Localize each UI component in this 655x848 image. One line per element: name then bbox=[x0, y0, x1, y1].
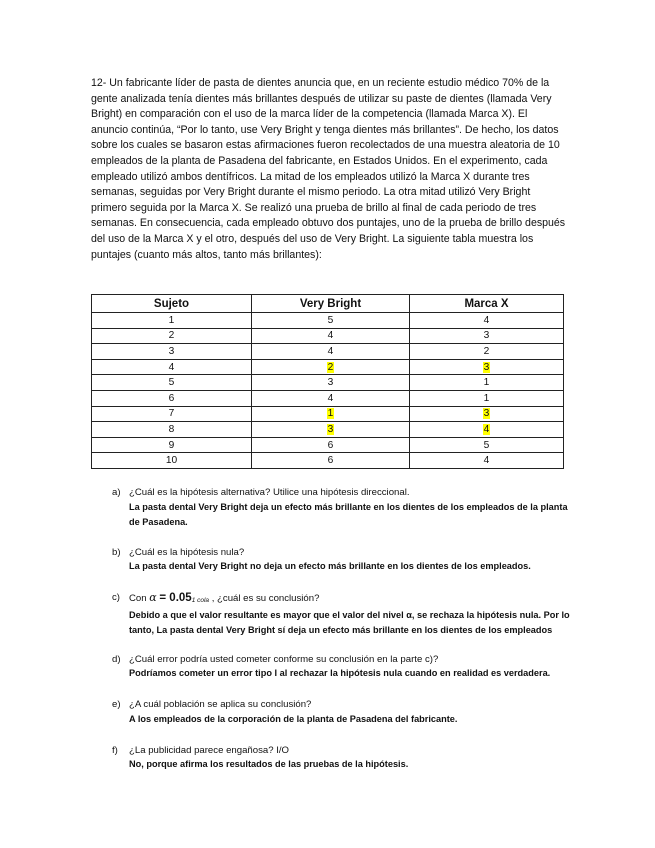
cell-marca-x bbox=[410, 406, 564, 422]
cell-very-bright-value: 3 bbox=[327, 377, 334, 389]
scores-table bbox=[91, 294, 564, 469]
cell-subject bbox=[92, 375, 252, 391]
cell-marca-x-value: 4 bbox=[483, 455, 490, 467]
cell-marca-x-value: 4 bbox=[483, 423, 490, 435]
answer-text: No, porque afirma los resultados de las pruebas de la hipótesis. bbox=[129, 759, 409, 769]
cell-marca-x bbox=[410, 422, 564, 438]
answer-text: A los empleados de la corporación de la planta de Pasadena del fabricante. bbox=[129, 713, 458, 724]
table-row bbox=[92, 422, 564, 438]
question-a bbox=[112, 486, 572, 530]
cell-subject bbox=[92, 437, 252, 453]
cell-subject bbox=[92, 453, 252, 469]
cell-subject-value: 2 bbox=[168, 330, 175, 342]
cell-marca-x-value: 5 bbox=[483, 439, 490, 451]
cell-very-bright bbox=[252, 406, 410, 422]
table-row bbox=[92, 437, 564, 453]
cell-marca-x bbox=[410, 375, 564, 391]
cell-very-bright-value: 2 bbox=[327, 361, 334, 373]
question-letter: f) bbox=[112, 744, 118, 756]
answer-text: La pasta dental Very Bright no deja un efecto más brillante en los dientes de los empleados. bbox=[129, 561, 531, 571]
cell-marca-x bbox=[410, 390, 564, 406]
cell-subject bbox=[92, 390, 252, 406]
cell-very-bright-value: 5 bbox=[327, 314, 334, 326]
alpha-symbol: α bbox=[149, 591, 157, 604]
cell-very-bright bbox=[252, 422, 410, 438]
cell-very-bright bbox=[252, 453, 410, 469]
table-row bbox=[92, 328, 564, 344]
cell-subject-value: 8 bbox=[168, 423, 175, 435]
cell-subject bbox=[92, 328, 252, 344]
question-prefix: Con bbox=[129, 593, 147, 604]
question-f bbox=[112, 744, 572, 773]
cell-subject bbox=[92, 359, 252, 375]
cell-very-bright bbox=[252, 375, 410, 391]
question-d bbox=[112, 653, 572, 682]
cell-very-bright bbox=[252, 313, 410, 329]
question-letter: e) bbox=[112, 699, 121, 710]
cell-very-bright bbox=[252, 390, 410, 406]
question-letter: c) bbox=[112, 592, 120, 603]
cell-subject bbox=[92, 313, 252, 329]
cell-marca-x bbox=[410, 359, 564, 375]
cell-very-bright-value: 4 bbox=[327, 330, 334, 342]
cell-subject-value: 7 bbox=[168, 408, 175, 420]
cell-marca-x-value: 1 bbox=[483, 377, 490, 389]
cell-very-bright-value: 4 bbox=[327, 345, 334, 357]
cell-subject-value: 1 bbox=[168, 314, 175, 326]
cell-marca-x bbox=[410, 344, 564, 360]
table-row bbox=[92, 359, 564, 375]
cell-marca-x-value: 1 bbox=[483, 392, 490, 404]
question-text: ¿A cuál población se aplica su conclusión? bbox=[129, 699, 312, 710]
cell-subject-value: 4 bbox=[168, 361, 175, 373]
answer-text: La pasta dental Very Bright deja un efecto más brillante en los dientes de los empleados de la planta de Pasadena. bbox=[129, 501, 568, 527]
cell-marca-x-value: 3 bbox=[483, 361, 490, 373]
table-header-row bbox=[92, 295, 564, 313]
cell-very-bright-value: 1 bbox=[327, 408, 334, 420]
question-suffix: , ¿cuál es su conclusión? bbox=[211, 593, 320, 604]
cell-subject-value: 10 bbox=[165, 455, 178, 467]
table-row bbox=[92, 406, 564, 422]
table-row bbox=[92, 453, 564, 469]
cell-marca-x bbox=[410, 313, 564, 329]
cell-very-bright-value: 3 bbox=[327, 423, 334, 435]
question-letter: b) bbox=[112, 546, 121, 558]
alpha-subscript: 1 cola bbox=[191, 597, 210, 604]
cell-very-bright-value: 6 bbox=[327, 455, 334, 467]
question-text: ¿Cuál error podría usted cometer conforme su conclusión en la parte c)? bbox=[129, 653, 439, 665]
cell-subject bbox=[92, 344, 252, 360]
table-row bbox=[92, 390, 564, 406]
question-text bbox=[129, 591, 572, 608]
question-text: ¿La publicidad parece engañosa? I/O bbox=[129, 744, 290, 756]
table-row bbox=[92, 375, 564, 391]
cell-subject bbox=[92, 406, 252, 422]
answer-text: Debido a que el valor resultante es mayor que el valor del nivel α, se rechaza la hipótesis nula. Por lo tanto, La pasta dental Very Bright sí deja un efecto más brillante en los dientes de los empleados bbox=[129, 609, 570, 635]
cell-very-bright-value: 4 bbox=[327, 392, 334, 404]
cell-very-bright-value: 6 bbox=[327, 439, 334, 451]
cell-very-bright bbox=[252, 328, 410, 344]
question-b bbox=[112, 546, 572, 575]
questions-list bbox=[112, 486, 572, 772]
cell-marca-x bbox=[410, 453, 564, 469]
cell-marca-x-value: 2 bbox=[483, 345, 490, 357]
cell-marca-x-value: 3 bbox=[483, 408, 490, 420]
table-row bbox=[92, 344, 564, 360]
cell-marca-x-value: 4 bbox=[483, 314, 490, 326]
question-c bbox=[112, 591, 572, 638]
question-letter: d) bbox=[112, 653, 121, 665]
cell-marca-x bbox=[410, 328, 564, 344]
table-row bbox=[92, 313, 564, 329]
header-very-bright: Very Bright bbox=[252, 295, 410, 313]
question-e bbox=[112, 698, 572, 727]
cell-very-bright bbox=[252, 437, 410, 453]
cell-subject-value: 3 bbox=[168, 345, 175, 357]
cell-subject-value: 6 bbox=[168, 392, 175, 404]
problem-statement: 12- Un fabricante líder de pasta de dientes anuncia que, en un reciente estudio médico 70% de la gente analizada tenía dientes más brillantes después de utilizar su paste de dientes (llamada Very Bright) en comparación con el uso de la marca líder de la competencia (llamada Marca X). El anuncio continúa, “Por lo tanto, use Very Bright y tenga dientes más brillantes”. De hecho, los datos sobre los cuales se basaron estas afirmaciones fueron recolectados de una muestra aleatoria de 10 empleados de la planta de Pasadena del fabricante, en Estados Unidos. En el experimento, cada empleado utilizó ambos dentífricos. La mitad de los empleados utilizó la Marca X durante tres semanas, seguidas por Very Bright durante el mismo periodo. La otra mitad utilizó Very Bright primero seguida por la Marca X. Se realizó una prueba de brillo al final de cada periodo de tres semanas. En consecuencia, cada empleado obtuvo dos puntajes, uno de la prueba de brillo después del uso de la Marca X y el otro, después del uso de Very Bright. La siguiente tabla muestra los puntajes (cuanto más altos, tanto más brillantes): bbox=[91, 77, 566, 261]
cell-marca-x-value: 3 bbox=[483, 330, 490, 342]
question-text: ¿Cuál es la hipótesis alternativa? Utilice una hipótesis direccional. bbox=[129, 487, 410, 498]
header-subject: Sujeto bbox=[92, 295, 252, 313]
question-letter: a) bbox=[112, 487, 121, 498]
table-body bbox=[92, 313, 564, 469]
alpha-value: = 0.05 bbox=[159, 592, 192, 604]
question-text: ¿Cuál es la hipótesis nula? bbox=[129, 546, 245, 558]
cell-very-bright bbox=[252, 359, 410, 375]
cell-very-bright bbox=[252, 344, 410, 360]
header-marca-x: Marca X bbox=[410, 295, 564, 313]
answer-text: Podríamos cometer un error tipo I al rechazar la hipótesis nula cuando en realidad es verdadera. bbox=[129, 668, 551, 678]
cell-subject-value: 5 bbox=[168, 377, 175, 389]
cell-marca-x bbox=[410, 437, 564, 453]
cell-subject-value: 9 bbox=[168, 439, 175, 451]
cell-subject bbox=[92, 422, 252, 438]
